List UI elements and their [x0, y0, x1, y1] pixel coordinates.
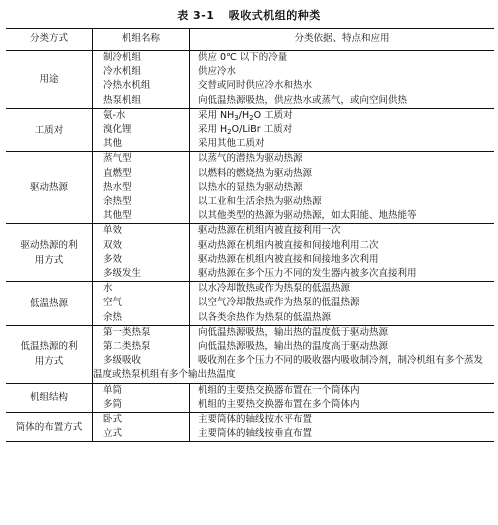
description-text: 供应冷水	[198, 66, 237, 78]
category-label: 用途	[39, 73, 59, 85]
formula-part: 3	[234, 113, 239, 122]
category-label: 驱动热源的利用方式	[20, 239, 78, 266]
unit-name-cell: 氨-水	[93, 108, 190, 123]
table-number: 表 3-1	[177, 9, 215, 22]
unit-name-cell: 冷水机组	[93, 65, 190, 79]
formula-part: 2	[249, 113, 254, 122]
description-text: 交替或同时供应冷水和热水	[198, 80, 313, 92]
description-cell	[190, 398, 495, 413]
description-cell	[190, 195, 495, 209]
formula-part: 采用 H	[198, 124, 228, 136]
category-cell	[6, 152, 93, 224]
table-row	[6, 325, 494, 340]
unit-name-cell: 单筒	[93, 383, 190, 398]
description-cell	[190, 340, 495, 354]
description-cell	[190, 413, 495, 428]
unit-name-cell: 热泵机组	[93, 94, 190, 109]
unit-name-cell: 卧式	[93, 413, 190, 428]
unit-name-cell: 第一类热泵	[93, 325, 190, 340]
table-caption	[0, 7, 498, 23]
description-cell	[190, 108, 495, 123]
unit-name-cell: 立式	[93, 427, 190, 442]
header-unit-name: 机组名称	[93, 29, 190, 51]
description-cell	[190, 137, 495, 152]
description-text: 驱动热源在多个压力不同的发生器内被多次直接利用	[198, 268, 417, 280]
unit-name-cell: 双效	[93, 239, 190, 253]
description-cell	[190, 51, 495, 66]
description-cell	[190, 65, 495, 79]
description-cell	[190, 253, 495, 267]
category-cell	[6, 224, 93, 282]
description-text: 以其他类型的热源为驱动热源，如太阳能、地热能等	[198, 210, 417, 222]
table-row	[6, 413, 494, 428]
header-basis: 分类依据、特点和应用	[190, 29, 495, 51]
unit-name-cell: 蒸气型	[93, 152, 190, 167]
unit-name-cell: 第二类热泵	[93, 340, 190, 354]
table-title: 吸收式机组的种类	[228, 9, 321, 22]
description-formula	[198, 109, 494, 123]
category-label: 筒体的布置方式	[15, 421, 83, 433]
category-label: 低温热源	[29, 298, 68, 310]
unit-name-cell: 直燃型	[93, 167, 190, 181]
category-cell	[6, 282, 93, 326]
description-text: 向低温热源吸热，供应热水或蒸气，或向空间供热	[198, 94, 408, 106]
description-cell	[190, 282, 495, 297]
unit-name-cell: 热水型	[93, 181, 190, 195]
category-cell	[6, 413, 93, 442]
description-text: 供应 0℃ 以下的冷量	[198, 52, 288, 63]
description-continuation: 温度或热泵机组有多个输出热温度	[93, 369, 236, 381]
unit-name-cell: 多级吸收	[93, 354, 190, 368]
category-label: 机组结构	[29, 392, 68, 404]
category-cell	[6, 108, 93, 152]
unit-name-cell: 多级发生	[93, 267, 190, 282]
description-text: 以工业和生活余热为驱动热源	[198, 196, 322, 208]
unit-name-cell: 冷热水机组	[93, 79, 190, 93]
description-cell	[190, 79, 495, 93]
description-text: 以水冷却散热或作为热泵的低温热源	[198, 283, 351, 295]
description-cell	[190, 267, 495, 282]
description-text: 采用其他工质对	[198, 138, 265, 150]
table-row	[6, 282, 494, 297]
description-cell	[190, 383, 495, 398]
unit-name-cell: 多筒	[93, 398, 190, 413]
category-cell	[6, 383, 93, 412]
header-category: 分类方式	[6, 29, 93, 51]
unit-name-cell: 余热	[93, 311, 190, 326]
description-cell	[190, 94, 495, 109]
description-cell	[190, 427, 495, 442]
description-text: 以各类余热作为热泵的低温热源	[198, 311, 332, 323]
unit-name-cell: 余热型	[93, 195, 190, 209]
description-text: 向低温热源吸热，输出热的温度低于驱动热源	[198, 326, 389, 338]
category-cell	[6, 325, 93, 383]
description-text: 以空气冷却散热或作为热泵的低温热源	[198, 297, 360, 309]
category-label: 低温热源的利用方式	[20, 341, 78, 368]
description-text: 向低温热源吸热，输出热的温度高于驱动热源	[198, 341, 389, 353]
description-text: 驱动热源在机组内被直接和间接地利用二次	[198, 239, 379, 251]
unit-name-cell: 其他型	[93, 209, 190, 224]
formula-part: O/LiBr 工质对	[231, 124, 293, 136]
description-cell	[190, 123, 495, 137]
description-text: 以燃料的燃烧热为驱动热源	[198, 167, 313, 179]
header-row	[6, 29, 494, 51]
description-text: 机组的主要热交换器布置在一个筒体内	[198, 384, 360, 396]
formula-part: /H	[238, 109, 250, 121]
description-cell	[190, 311, 495, 326]
table-body	[6, 51, 494, 442]
description-text: 机组的主要热交换器布置在多个筒体内	[198, 398, 360, 410]
description-cell	[190, 239, 495, 253]
formula-part: 2	[227, 128, 232, 137]
description-formula	[198, 123, 494, 137]
description-text: 驱动热源在机组内被直接利用一次	[198, 225, 341, 237]
description-text: 以热水的显热为驱动热源	[198, 181, 303, 193]
description-cell	[190, 354, 495, 368]
description-cell	[190, 296, 495, 310]
category-cell	[6, 51, 93, 109]
description-cell	[190, 224, 495, 239]
table-row	[6, 108, 494, 123]
unit-name-cell: 其他	[93, 137, 190, 152]
formula-part: O 工质对	[253, 109, 293, 121]
table-row	[6, 383, 494, 398]
unit-name-cell: 溴化锂	[93, 123, 190, 137]
category-label: 驱动热源	[29, 182, 68, 194]
unit-name-cell: 单效	[93, 224, 190, 239]
unit-name-cell: 水	[93, 282, 190, 297]
unit-name-cell: 多效	[93, 253, 190, 267]
description-cell	[190, 167, 495, 181]
description-cell	[190, 209, 495, 224]
description-text: 驱动热源在机组内被直接和间接地多次利用	[198, 253, 379, 265]
description-text: 主要筒体的轴线按垂直布置	[198, 428, 313, 440]
formula-part: 采用 NH	[198, 109, 235, 121]
table-row	[6, 152, 494, 167]
unit-name-cell: 制冷机组	[93, 51, 190, 66]
table-row	[6, 51, 494, 66]
category-label: 工质对	[34, 124, 64, 136]
description-cell	[190, 181, 495, 195]
table-row	[6, 224, 494, 239]
description-text: 主要筒体的轴线按水平布置	[198, 414, 313, 426]
description-text: 以蒸气的潜热为驱动热源	[198, 153, 303, 165]
unit-name-cell: 空气	[93, 296, 190, 310]
description-text: 吸收剂在多个压力不同的吸收器内吸收制冷剂，制冷机组有多个蒸发	[198, 355, 484, 367]
description-cell	[190, 325, 495, 340]
description-cell	[190, 152, 495, 167]
classification-table	[6, 28, 494, 442]
